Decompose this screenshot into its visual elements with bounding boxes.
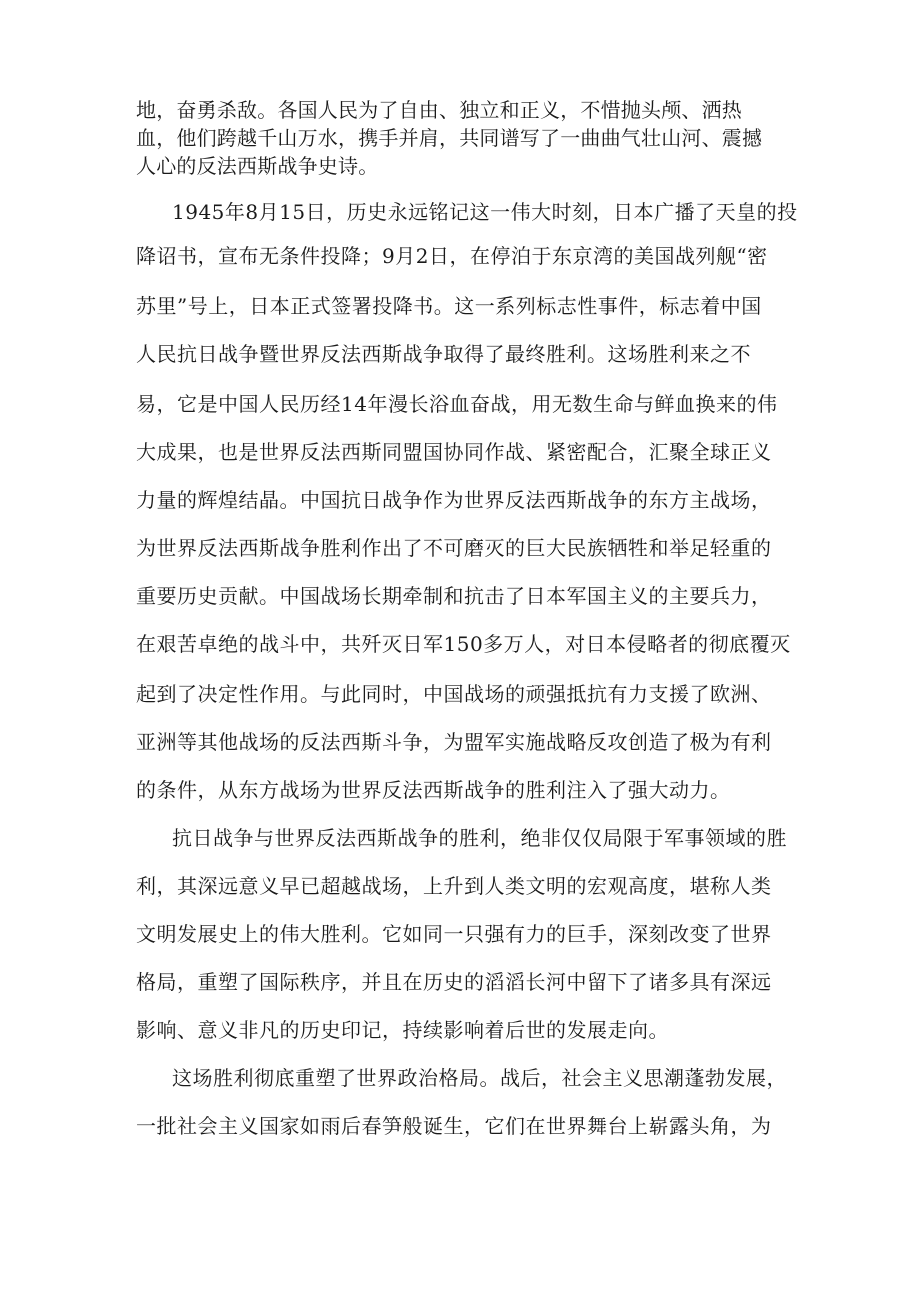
paragraph-2-line-9: 重要历史贡献。中国战场长期牵制和抗击了日本军国主义的主要兵力， <box>136 584 772 608</box>
paragraph-2-line-4: 人民抗日战争暨世界反法西斯战争取得了最终胜利。这场胜利来之不 <box>136 342 751 366</box>
paragraph-2-line-2: 降诏书，宣布无条件投降；9月2日，在停泊于东京湾的美国战列舰“密 <box>136 244 768 268</box>
paragraph-3-line-4: 格局，重塑了国际秩序，并且在历史的滔滔长河中留下了诸多具有深远 <box>136 970 772 994</box>
paragraph-2-line-11: 起到了决定性作用。与此同时，中国战场的顽强抵抗有力支援了欧洲、 <box>136 682 772 706</box>
paragraph-4-line-1: 这场胜利彻底重塑了世界政治格局。战后，社会主义思潮蓬勃发展， <box>172 1066 787 1090</box>
paragraph-4-line-2: 一批社会主义国家如雨后春笋般诞生，它们在世界舞台上崭露头角，为 <box>136 1114 772 1138</box>
paragraph-3-line-1: 抗日战争与世界反法西斯战争的胜利，绝非仅仅局限于军事领域的胜 <box>172 826 787 850</box>
paragraph-3-line-2: 利，其深远意义早已超越战场，上升到人类文明的宏观高度，堪称人类 <box>136 874 772 898</box>
paragraph-2-line-5: 易，它是中国人民历经14年漫长浴血奋战，用无数生命与鲜血换来的伟 <box>136 392 778 416</box>
paragraph-2-line-3: 苏里”号上，日本正式签署投降书。这一系列标志性事件，标志着中国 <box>136 294 762 318</box>
paragraph-2-line-1: 1945年8月15日，历史永远铭记这一伟大时刻，日本广播了天皇的投 <box>172 200 798 224</box>
paragraph-1-line-3: 人心的反法西斯战争史诗。 <box>136 154 379 178</box>
paragraph-2-line-8: 为世界反法西斯战争胜利作出了不可磨灭的巨大民族牺牲和举足轻重的 <box>136 536 772 560</box>
paragraph-1-line-1: 地，奋勇杀敌。各国人民为了自由、独立和正义，不惜抛头颅、洒热 <box>136 98 742 122</box>
paragraph-2-line-7: 力量的辉煌结晶。中国抗日战争作为世界反法西斯战争的东方主战场， <box>136 488 772 512</box>
paragraph-3-line-5: 影响、意义非凡的历史印记，持续影响着后世的发展走向。 <box>136 1018 669 1042</box>
paragraph-2-line-10: 在艰苦卓绝的战斗中，共歼灭日军150多万人，对日本侵略者的彻底覆灭 <box>136 632 791 656</box>
paragraph-3-line-3: 文明发展史上的伟大胜利。它如同一只强有力的巨手，深刻改变了世界 <box>136 922 772 946</box>
paragraph-2-line-13: 的条件，从东方战场为世界反法西斯战争的胜利注入了强大动力。 <box>136 778 731 802</box>
paragraph-2-line-6: 大成果，也是世界反法西斯同盟国协同作战、紧密配合，汇聚全球正义 <box>136 440 772 464</box>
paragraph-1-line-2: 血，他们跨越千山万水，携手并肩，共同谱写了一曲曲气壮山河、震撼 <box>136 126 763 150</box>
paragraph-2-line-12: 亚洲等其他战场的反法西斯斗争，为盟军实施战略反攻创造了极为有利 <box>136 730 772 754</box>
